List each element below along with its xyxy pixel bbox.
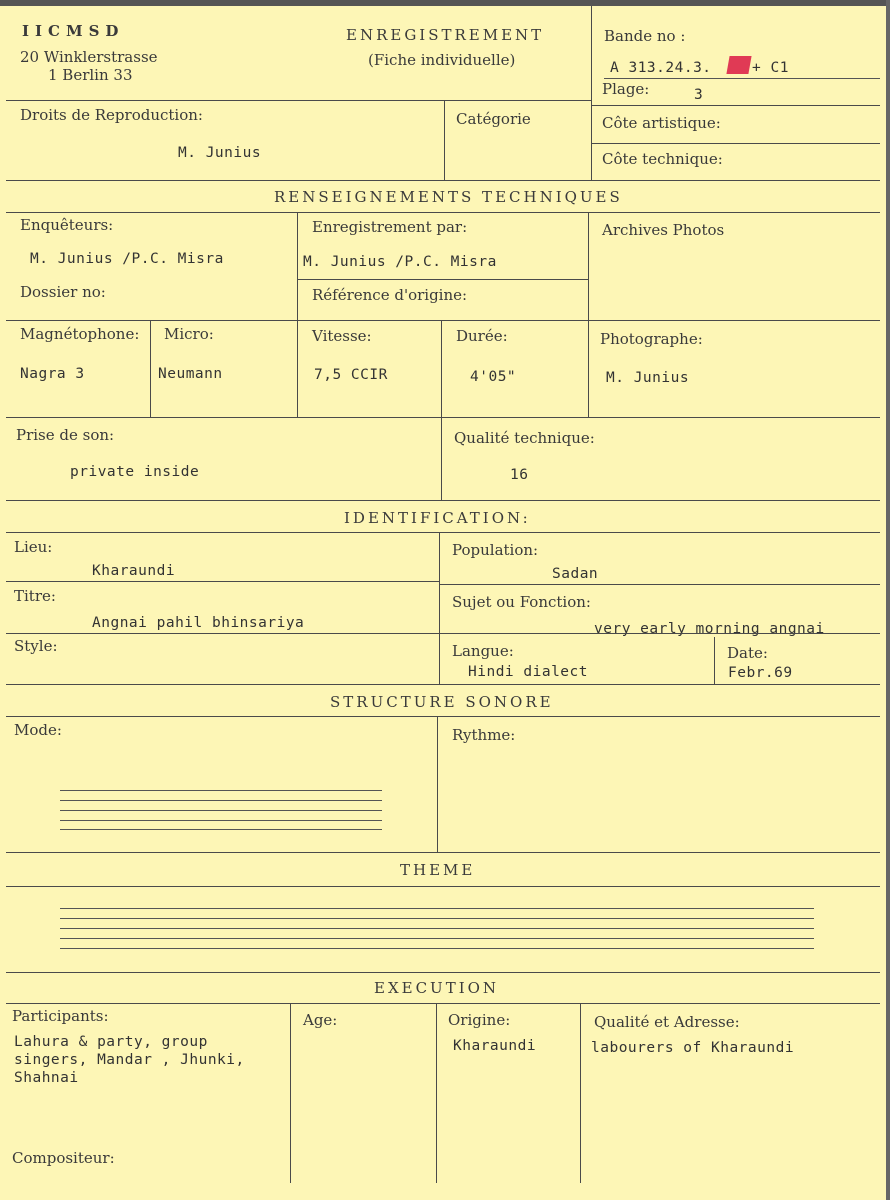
- date-divider: [714, 637, 715, 684]
- prise-label: Prise de son:: [16, 426, 115, 444]
- bande-label: Bande no :: [604, 27, 686, 45]
- line-theme-title: [6, 886, 880, 887]
- col-divider-588: [588, 212, 589, 417]
- cote-artistique-label: Côte artistique:: [602, 114, 721, 132]
- line-header-bottom: [6, 100, 592, 101]
- rythme-label: Rythme:: [452, 726, 516, 744]
- header-divider: [591, 6, 592, 181]
- magnetophone-label: Magnétophone:: [20, 325, 140, 343]
- sujet-value: very early morning angnai: [594, 621, 825, 637]
- top-edge: [0, 0, 890, 6]
- structure-col-divider: [437, 716, 438, 852]
- section-execution: EXECUTION: [374, 979, 500, 997]
- org-logo: IICMSD: [22, 22, 125, 40]
- style-label: Style:: [14, 637, 58, 655]
- age-label: Age:: [303, 1011, 338, 1029]
- col-divider-297: [297, 212, 298, 417]
- droits-label: Droits de Reproduction:: [20, 106, 203, 124]
- langue-value: Hindi dialect: [468, 664, 588, 680]
- section-theme: THEME: [400, 861, 476, 879]
- archives-label: Archives Photos: [602, 221, 725, 239]
- droits-value: M. Junius: [178, 145, 262, 161]
- line-titre: [6, 633, 880, 634]
- ident-col-divider: [439, 532, 440, 684]
- address-line2: 1 Berlin 33: [48, 66, 133, 84]
- line-theme-bottom: [6, 972, 880, 973]
- line-reference: [297, 279, 588, 280]
- participants-line1: Lahura & party, group: [14, 1034, 208, 1050]
- theme-rule-2: [60, 918, 814, 919]
- line-ident-title: [6, 532, 880, 533]
- enregistrement-value: M. Junius /P.C. Misra: [303, 254, 497, 270]
- participants-line2: singers, Mandar , Jhunki,: [14, 1052, 245, 1068]
- categorie-divider: [444, 100, 445, 181]
- line-structure-bottom: [6, 852, 880, 853]
- theme-rule-5: [60, 948, 814, 949]
- line-tech-bottom: [6, 500, 880, 501]
- population-label: Population:: [452, 541, 539, 559]
- qualite-adresse-value: labourers of Kharaundi: [591, 1040, 795, 1056]
- line-structure-title: [6, 716, 880, 717]
- reference-label: Référence d'origine:: [312, 286, 468, 304]
- micro-value: Neumann: [158, 366, 223, 382]
- bande-underline: [604, 78, 880, 79]
- red-correction-mark: [726, 56, 751, 74]
- line-prise-top: [6, 417, 880, 418]
- enqueteurs-value: M. Junius /P.C. Misra: [30, 251, 224, 267]
- qualite-technique-label: Qualité technique:: [454, 429, 595, 447]
- line-ident-bottom: [6, 684, 880, 685]
- plage-label: Plage:: [602, 80, 650, 98]
- enqueteurs-label: Enquêteurs:: [20, 216, 114, 234]
- line-population: [439, 584, 880, 585]
- line-rights-bottom: [6, 180, 880, 181]
- bande-value-suffix: + C1: [752, 60, 789, 76]
- photographe-value: M. Junius: [606, 370, 690, 386]
- mode-rule-4: [60, 820, 382, 821]
- enregistrement-label: Enregistrement par:: [312, 218, 468, 236]
- address-line1: 20 Winklerstrasse: [20, 48, 158, 66]
- right-edge: [886, 0, 890, 1200]
- langue-label: Langue:: [452, 642, 514, 660]
- line-tech-title: [6, 212, 880, 213]
- exec-divider-qualite: [580, 1003, 581, 1183]
- titre-value: Angnai pahil bhinsariya: [92, 615, 305, 631]
- cote-technique-label: Côte technique:: [602, 150, 723, 168]
- line-equipment-top: [6, 320, 880, 321]
- compositeur-label: Compositeur:: [12, 1149, 115, 1167]
- theme-rule-1: [60, 908, 814, 909]
- form-subtitle: (Fiche individuelle): [368, 51, 516, 69]
- micro-label: Micro:: [164, 325, 214, 343]
- duree-value: 4'05": [470, 369, 517, 385]
- line-lieu: [6, 581, 440, 582]
- participants-label: Participants:: [12, 1007, 109, 1025]
- lieu-value: Kharaundi: [92, 563, 176, 579]
- form-title: ENREGISTREMENT: [346, 26, 545, 44]
- mode-rule-2: [60, 800, 382, 801]
- section-identification: IDENTIFICATION:: [344, 509, 531, 527]
- col-divider-441: [441, 320, 442, 500]
- line-plage-bottom: [591, 105, 880, 106]
- origine-value: Kharaundi: [453, 1038, 537, 1054]
- titre-label: Titre:: [14, 587, 56, 605]
- line-execution-title: [6, 1003, 880, 1004]
- qualite-technique-value: 16: [510, 467, 529, 483]
- bande-value: A 313.24.3.: [610, 60, 712, 76]
- theme-rule-4: [60, 938, 814, 939]
- exec-divider-origine: [436, 1003, 437, 1183]
- dossier-label: Dossier no:: [20, 283, 106, 301]
- theme-rule-3: [60, 928, 814, 929]
- lieu-label: Lieu:: [14, 538, 53, 556]
- plage-value: 3: [694, 87, 704, 103]
- prise-value: private inside: [70, 464, 200, 480]
- line-cote: [591, 143, 880, 144]
- photographe-label: Photographe:: [600, 330, 703, 348]
- categorie-label: Catégorie: [456, 110, 531, 128]
- sujet-label: Sujet ou Fonction:: [452, 593, 591, 611]
- section-structure: STRUCTURE SONORE: [330, 693, 554, 711]
- mode-label: Mode:: [14, 721, 62, 739]
- population-value: Sadan: [552, 566, 599, 582]
- mode-rule-1: [60, 790, 382, 791]
- magnetophone-value: Nagra 3: [20, 366, 85, 382]
- vitesse-value: 7,5 CCIR: [314, 367, 388, 383]
- qualite-adresse-label: Qualité et Adresse:: [594, 1013, 740, 1031]
- col-divider-150: [150, 320, 151, 417]
- date-value: Febr.69: [728, 665, 793, 681]
- section-renseignements: RENSEIGNEMENTS TECHNIQUES: [274, 188, 623, 206]
- origine-label: Origine:: [448, 1011, 511, 1029]
- date-label: Date:: [727, 644, 768, 662]
- duree-label: Durée:: [456, 327, 508, 345]
- participants-line3: Shahnai: [14, 1070, 79, 1086]
- vitesse-label: Vitesse:: [312, 327, 372, 345]
- mode-rule-5: [60, 829, 382, 830]
- exec-divider-age: [290, 1003, 291, 1183]
- mode-rule-3: [60, 810, 382, 811]
